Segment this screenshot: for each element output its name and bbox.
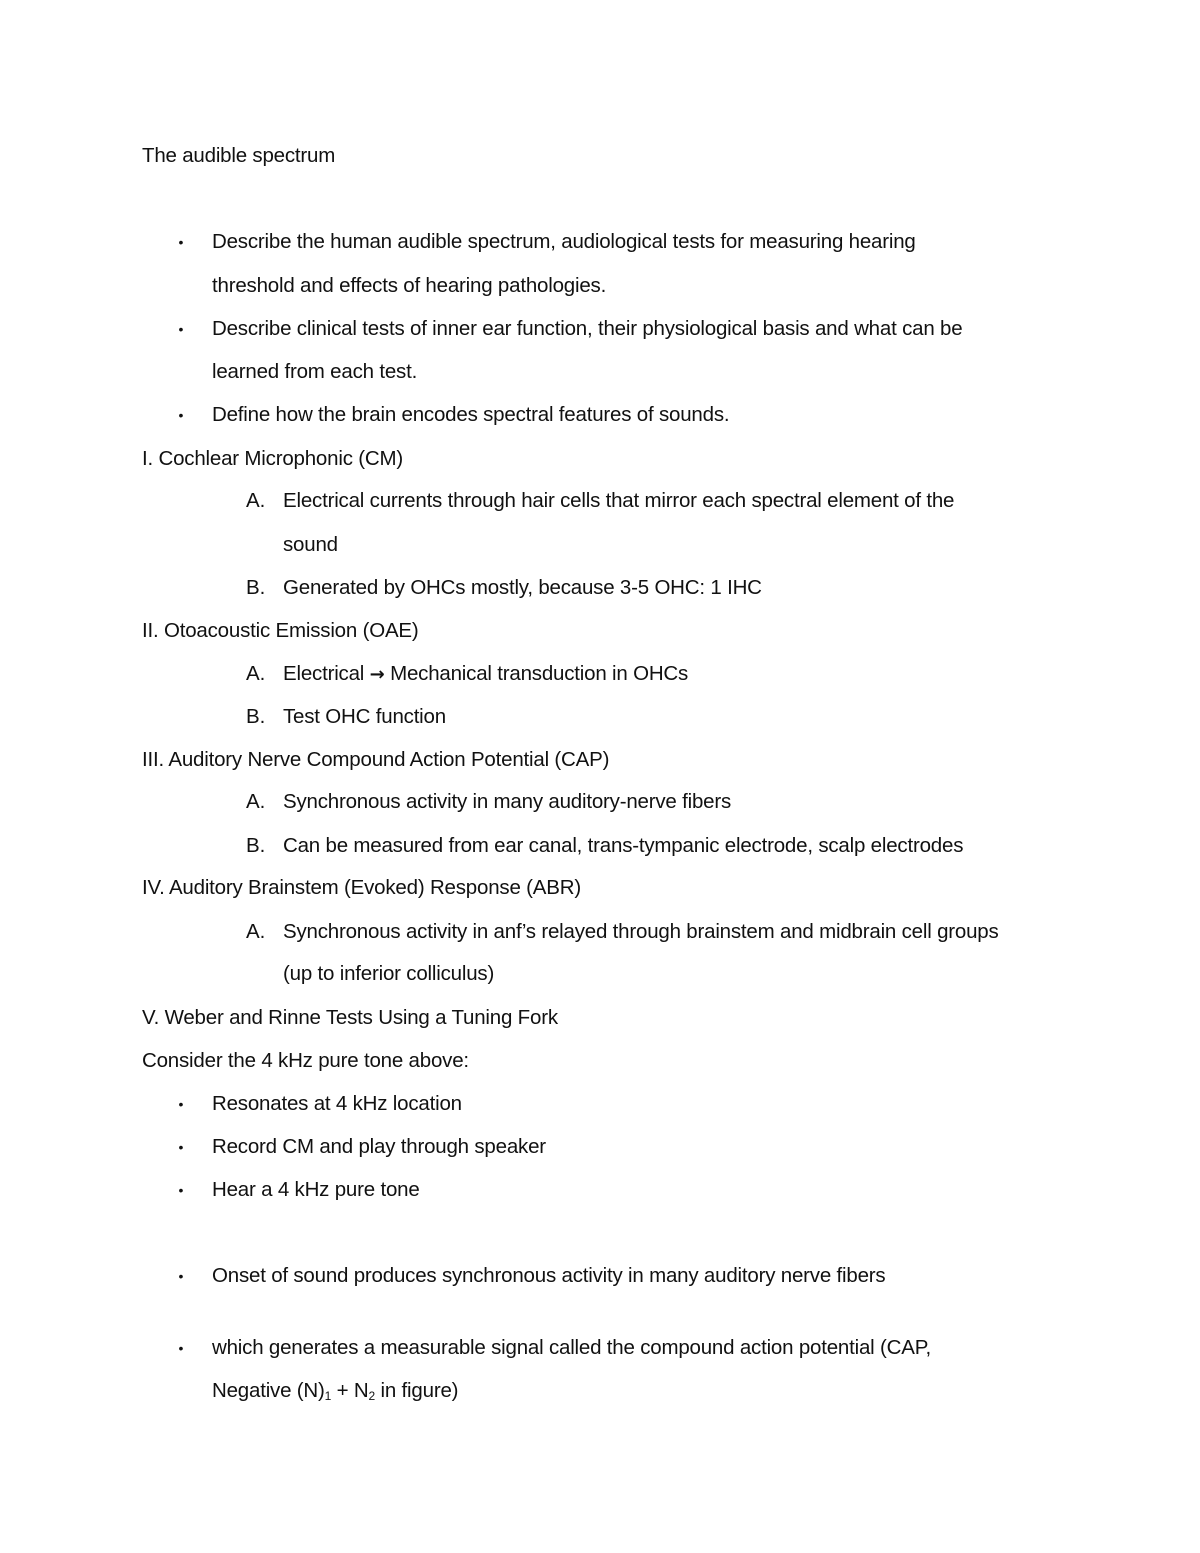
item-marker: A. [246,489,266,512]
section-heading-cap: III. Auditory Nerve Compound Action Potential (CAP) [142,748,610,771]
section-heading-cm: I. Cochlear Microphonic (CM) [142,447,403,470]
tone-bullet-3: Hear a 4 kHz pure tone [212,1178,420,1201]
objective-2-line-1: Describe clinical tests of inner ear function, their physiological basis and what can be [212,317,963,340]
cap-bullet-text-2: + N [331,1379,369,1402]
subscript-1: 1 [324,1389,332,1403]
cm-item-a-line-2: sound [283,533,338,556]
cm-item-a-line-1: Electrical currents through hair cells that mirror each spectral element of the [283,489,955,512]
bullet-icon: • [178,1340,184,1356]
objective-2-line-2: learned from each test. [212,360,418,383]
bullet-icon: • [178,1139,184,1155]
abr-item-a-line-2: (up to inferior colliculus) [283,962,495,985]
bullet-icon: • [178,321,184,337]
bullet-icon: • [178,407,184,423]
tone-bullet-2: Record CM and play through speaker [212,1135,546,1158]
item-marker: B. [246,705,266,728]
cm-item-b: Generated by OHCs mostly, because 3-5 OHC: 1 IHC [283,576,762,599]
right-arrow-icon: → [369,664,385,685]
item-marker: A. [246,920,266,943]
bullet-icon: • [178,234,184,250]
cap-bullet-text-1: Negative (N) [212,1379,325,1402]
section-heading-oae: II. Otoacoustic Emission (OAE) [142,619,419,642]
onset-bullet: Onset of sound produces synchronous activity in many auditory nerve fibers [212,1264,886,1287]
objective-1-line-1: Describe the human audible spectrum, audiological tests for measuring hearing [212,230,916,253]
abr-item-a-line-1: Synchronous activity in anf’s relayed through brainstem and midbrain cell groups [283,920,999,943]
oae-item-a-text-2: Mechanical transduction in OHCs [390,662,689,685]
oae-item-b: Test OHC function [283,705,446,728]
page-title: The audible spectrum [142,144,336,167]
tone-bullet-1: Resonates at 4 kHz location [212,1092,462,1115]
cap-bullet-line-1: which generates a measurable signal called the compound action potential (CAP, [212,1336,932,1359]
cap-bullet-line-2 [212,1378,458,1404]
subscript-2: 2 [368,1389,376,1403]
item-marker: A. [246,790,266,813]
consider-text: Consider the 4 kHz pure tone above: [142,1049,469,1072]
objective-3: Define how the brain encodes spectral features of sounds. [212,403,730,426]
section-heading-abr: IV. Auditory Brainstem (Evoked) Response (ABR) [142,876,581,899]
item-marker: B. [246,576,266,599]
oae-item-a [283,661,688,688]
item-marker: B. [246,834,266,857]
section-heading-weber-rinne: V. Weber and Rinne Tests Using a Tuning Fork [142,1006,558,1029]
bullet-icon: • [178,1182,184,1198]
cap-item-a: Synchronous activity in many auditory-nerve fibers [283,790,732,813]
oae-item-a-text-1: Electrical [283,662,365,685]
objective-1-line-2: threshold and effects of hearing pathologies. [212,274,607,297]
cap-item-b: Can be measured from ear canal, trans-tympanic electrode, scalp electrodes [283,834,964,857]
cap-bullet-text-3: in figure) [375,1379,459,1402]
bullet-icon: • [178,1096,184,1112]
item-marker: A. [246,662,266,685]
bullet-icon: • [178,1268,184,1284]
